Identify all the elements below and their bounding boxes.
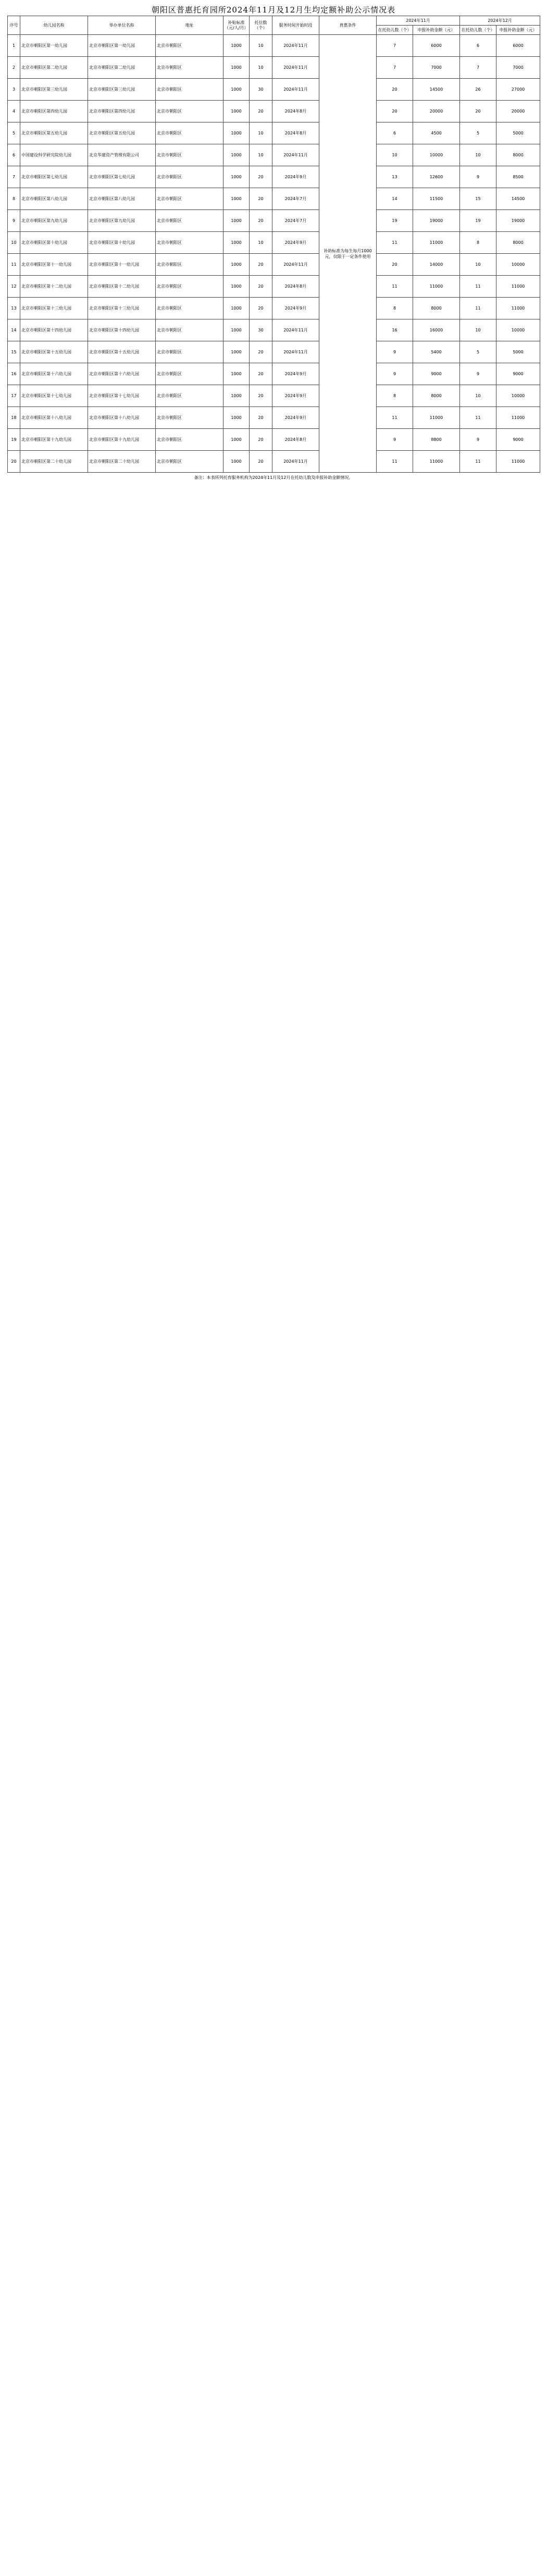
address: 北京市朝阳区 bbox=[156, 166, 223, 188]
nov-amount: 11500 bbox=[413, 188, 460, 210]
subsidy-standard: 1000 bbox=[223, 407, 250, 429]
table-row bbox=[8, 429, 540, 451]
dec-kids: 19 bbox=[460, 210, 496, 232]
header-dec: 2024年12月 bbox=[460, 16, 540, 26]
start-date: 2024年11月 bbox=[272, 319, 319, 341]
kindergarten-name: 北京市朝阳区第三幼儿园 bbox=[20, 79, 88, 101]
organizer-name: 北京市朝阳区第十九幼儿园 bbox=[88, 429, 156, 451]
dec-kids: 11 bbox=[460, 407, 496, 429]
header-dec-amount: 申报补助金额（元） bbox=[496, 26, 540, 35]
dec-kids: 5 bbox=[460, 122, 496, 144]
nov-kids: 19 bbox=[377, 210, 413, 232]
nov-kids: 13 bbox=[377, 166, 413, 188]
organizer-name: 北京市朝阳区第五幼儿园 bbox=[88, 122, 156, 144]
address: 北京市朝阳区 bbox=[156, 276, 223, 298]
address: 北京市朝阳区 bbox=[156, 122, 223, 144]
address: 北京市朝阳区 bbox=[156, 319, 223, 341]
capacity: 10 bbox=[250, 35, 272, 57]
address: 北京市朝阳区 bbox=[156, 144, 223, 166]
kindergarten-name: 北京市朝阳区第八幼儿园 bbox=[20, 188, 88, 210]
dec-amount: 7000 bbox=[496, 57, 540, 79]
subsidy-standard: 1000 bbox=[223, 341, 250, 363]
address: 北京市朝阳区 bbox=[156, 363, 223, 385]
address: 北京市朝阳区 bbox=[156, 101, 223, 122]
header-org: 举办单位名称 bbox=[88, 16, 156, 35]
organizer-name: 北京市朝阳区第一幼儿园 bbox=[88, 35, 156, 57]
table-row bbox=[8, 276, 540, 298]
header-std: 补贴标准（元/人/月） bbox=[223, 16, 250, 35]
subsidy-standard: 1000 bbox=[223, 276, 250, 298]
row-index: 19 bbox=[8, 429, 20, 451]
dec-kids: 5 bbox=[460, 341, 496, 363]
nov-kids: 8 bbox=[377, 385, 413, 407]
nov-amount: 11000 bbox=[413, 407, 460, 429]
organizer-name: 北京市朝阳区第十幼儿园 bbox=[88, 232, 156, 254]
organizer-name: 北京市朝阳区第十六幼儿园 bbox=[88, 363, 156, 385]
capacity: 10 bbox=[250, 232, 272, 254]
organizer-name: 北京市朝阳区第十二幼儿园 bbox=[88, 276, 156, 298]
kindergarten-name: 北京市朝阳区第十二幼儿园 bbox=[20, 276, 88, 298]
table-row bbox=[8, 363, 540, 385]
nov-kids: 20 bbox=[377, 79, 413, 101]
dec-amount: 11000 bbox=[496, 407, 540, 429]
address: 北京市朝阳区 bbox=[156, 429, 223, 451]
row-index: 15 bbox=[8, 341, 20, 363]
start-date: 2024年11月 bbox=[272, 341, 319, 363]
capacity: 10 bbox=[250, 144, 272, 166]
nov-amount: 11000 bbox=[413, 276, 460, 298]
nov-amount: 8000 bbox=[413, 385, 460, 407]
organizer-name: 北京市朝阳区第二十幼儿园 bbox=[88, 451, 156, 473]
row-index: 17 bbox=[8, 385, 20, 407]
dec-kids: 10 bbox=[460, 385, 496, 407]
nov-amount: 12600 bbox=[413, 166, 460, 188]
nov-kids: 7 bbox=[377, 35, 413, 57]
table-body bbox=[8, 35, 540, 473]
capacity: 10 bbox=[250, 57, 272, 79]
page bbox=[0, 0, 547, 480]
kindergarten-name: 北京市朝阳区第四幼儿园 bbox=[20, 101, 88, 122]
nov-amount: 10000 bbox=[413, 144, 460, 166]
capacity: 20 bbox=[250, 298, 272, 319]
capacity: 30 bbox=[250, 79, 272, 101]
subsidy-standard: 1000 bbox=[223, 232, 250, 254]
header-start: 服务时间开始时段 bbox=[272, 16, 319, 35]
row-index: 12 bbox=[8, 276, 20, 298]
start-date: 2024年11月 bbox=[272, 451, 319, 473]
kindergarten-name: 北京市朝阳区第二十幼儿园 bbox=[20, 451, 88, 473]
subsidy-standard: 1000 bbox=[223, 254, 250, 276]
header-nov-amount: 申报补助金额（元） bbox=[413, 26, 460, 35]
organizer-name: 北京市朝阳区第八幼儿园 bbox=[88, 188, 156, 210]
subsidy-standard: 1000 bbox=[223, 451, 250, 473]
row-index: 11 bbox=[8, 254, 20, 276]
table-row bbox=[8, 451, 540, 473]
nov-kids: 11 bbox=[377, 451, 413, 473]
nov-kids: 9 bbox=[377, 363, 413, 385]
kindergarten-name: 北京市朝阳区第十七幼儿园 bbox=[20, 385, 88, 407]
nov-kids: 11 bbox=[377, 407, 413, 429]
kindergarten-name: 北京市朝阳区第十八幼儿园 bbox=[20, 407, 88, 429]
subsidy-standard: 1000 bbox=[223, 298, 250, 319]
address: 北京市朝阳区 bbox=[156, 298, 223, 319]
subsidy-table bbox=[7, 16, 540, 473]
row-index: 14 bbox=[8, 319, 20, 341]
dec-kids: 20 bbox=[460, 101, 496, 122]
row-index: 20 bbox=[8, 451, 20, 473]
address: 北京市朝阳区 bbox=[156, 407, 223, 429]
dec-amount: 9000 bbox=[496, 363, 540, 385]
nov-amount: 7000 bbox=[413, 57, 460, 79]
start-date: 2024年8月 bbox=[272, 101, 319, 122]
subsidy-standard: 1000 bbox=[223, 79, 250, 101]
nov-kids: 16 bbox=[377, 319, 413, 341]
dec-amount: 11000 bbox=[496, 298, 540, 319]
table-row bbox=[8, 210, 540, 232]
dec-kids: 6 bbox=[460, 35, 496, 57]
subsidy-standard: 1000 bbox=[223, 210, 250, 232]
nov-amount: 6000 bbox=[413, 35, 460, 57]
kindergarten-name: 北京市朝阳区第五幼儿园 bbox=[20, 122, 88, 144]
dec-amount: 20000 bbox=[496, 101, 540, 122]
dec-kids: 11 bbox=[460, 276, 496, 298]
start-date: 2024年7月 bbox=[272, 210, 319, 232]
row-index: 10 bbox=[8, 232, 20, 254]
page-title: 朝阳区普惠托育园所2024年11月及12月生均定额补助公示情况表 bbox=[151, 5, 396, 15]
capacity: 30 bbox=[250, 319, 272, 341]
kindergarten-name: 北京市朝阳区第十六幼儿园 bbox=[20, 363, 88, 385]
dec-kids: 8 bbox=[460, 232, 496, 254]
row-index: 9 bbox=[8, 210, 20, 232]
organizer-name: 北京市朝阳区第三幼儿园 bbox=[88, 79, 156, 101]
start-date: 2024年9月 bbox=[272, 298, 319, 319]
kindergarten-name: 北京市朝阳区第二幼儿园 bbox=[20, 57, 88, 79]
nov-amount: 9000 bbox=[413, 363, 460, 385]
start-date: 2024年8月 bbox=[272, 122, 319, 144]
dec-amount: 8000 bbox=[496, 144, 540, 166]
table-row bbox=[8, 188, 540, 210]
nov-kids: 7 bbox=[377, 57, 413, 79]
organizer-name: 北京华建资产管理有限公司 bbox=[88, 144, 156, 166]
subsidy-standard: 1000 bbox=[223, 57, 250, 79]
organizer-name: 北京市朝阳区第十八幼儿园 bbox=[88, 407, 156, 429]
dec-kids: 10 bbox=[460, 254, 496, 276]
organizer-name: 北京市朝阳区第十七幼儿园 bbox=[88, 385, 156, 407]
organizer-name: 北京市朝阳区第九幼儿园 bbox=[88, 210, 156, 232]
start-date: 2024年11月 bbox=[272, 79, 319, 101]
nov-kids: 9 bbox=[377, 429, 413, 451]
nov-amount: 11000 bbox=[413, 451, 460, 473]
table-row bbox=[8, 79, 540, 101]
address: 北京市朝阳区 bbox=[156, 79, 223, 101]
footnote: 备注：本表所列托育服务机构为2024年11月及12月在托幼儿数及申报补助金额情况。 bbox=[194, 475, 353, 480]
table-row bbox=[8, 35, 540, 57]
kindergarten-name: 北京市朝阳区第十一幼儿园 bbox=[20, 254, 88, 276]
start-date: 2024年9月 bbox=[272, 407, 319, 429]
header-addr: 地址 bbox=[156, 16, 223, 35]
address: 北京市朝阳区 bbox=[156, 451, 223, 473]
nov-amount: 19000 bbox=[413, 210, 460, 232]
capacity: 20 bbox=[250, 429, 272, 451]
kindergarten-name: 北京市朝阳区第十四幼儿园 bbox=[20, 319, 88, 341]
address: 北京市朝阳区 bbox=[156, 254, 223, 276]
capacity: 20 bbox=[250, 363, 272, 385]
dec-amount: 10000 bbox=[496, 319, 540, 341]
dec-kids: 26 bbox=[460, 79, 496, 101]
nov-kids: 20 bbox=[377, 254, 413, 276]
capacity: 20 bbox=[250, 166, 272, 188]
capacity: 20 bbox=[250, 254, 272, 276]
start-date: 2024年7月 bbox=[272, 188, 319, 210]
capacity: 20 bbox=[250, 341, 272, 363]
table-row bbox=[8, 341, 540, 363]
organizer-name: 北京市朝阳区第二幼儿园 bbox=[88, 57, 156, 79]
address: 北京市朝阳区 bbox=[156, 57, 223, 79]
header-cond: 普惠条件 bbox=[319, 16, 377, 35]
dec-kids: 9 bbox=[460, 429, 496, 451]
nov-kids: 20 bbox=[377, 101, 413, 122]
nov-amount: 20000 bbox=[413, 101, 460, 122]
start-date: 2024年9月 bbox=[272, 363, 319, 385]
start-date: 2024年11月 bbox=[272, 57, 319, 79]
table-row bbox=[8, 232, 540, 254]
row-index: 3 bbox=[8, 79, 20, 101]
start-date: 2024年8月 bbox=[272, 276, 319, 298]
subsidy-standard: 1000 bbox=[223, 429, 250, 451]
nov-amount: 16000 bbox=[413, 319, 460, 341]
kindergarten-name: 北京市朝阳区第十五幼儿园 bbox=[20, 341, 88, 363]
start-date: 2024年8月 bbox=[272, 429, 319, 451]
capacity: 10 bbox=[250, 122, 272, 144]
dec-amount: 9000 bbox=[496, 429, 540, 451]
address: 北京市朝阳区 bbox=[156, 341, 223, 363]
capacity: 20 bbox=[250, 407, 272, 429]
row-index: 1 bbox=[8, 35, 20, 57]
table-row bbox=[8, 166, 540, 188]
row-index: 6 bbox=[8, 144, 20, 166]
organizer-name: 北京市朝阳区第十一幼儿园 bbox=[88, 254, 156, 276]
dec-kids: 7 bbox=[460, 57, 496, 79]
capacity: 20 bbox=[250, 276, 272, 298]
nov-amount: 4500 bbox=[413, 122, 460, 144]
subsidy-standard: 1000 bbox=[223, 166, 250, 188]
dec-amount: 19000 bbox=[496, 210, 540, 232]
subsidy-standard: 1000 bbox=[223, 188, 250, 210]
table-row bbox=[8, 57, 540, 79]
nov-kids: 11 bbox=[377, 276, 413, 298]
nov-kids: 9 bbox=[377, 341, 413, 363]
table-row bbox=[8, 407, 540, 429]
capacity: 20 bbox=[250, 451, 272, 473]
table-row bbox=[8, 385, 540, 407]
subsidy-standard: 1000 bbox=[223, 144, 250, 166]
nov-kids: 14 bbox=[377, 188, 413, 210]
dec-amount: 27000 bbox=[496, 79, 540, 101]
row-index: 7 bbox=[8, 166, 20, 188]
capacity: 20 bbox=[250, 210, 272, 232]
capacity: 20 bbox=[250, 188, 272, 210]
table-row bbox=[8, 254, 540, 276]
address: 北京市朝阳区 bbox=[156, 210, 223, 232]
header-idx: 序号 bbox=[8, 16, 20, 35]
kindergarten-name: 北京市朝阳区第九幼儿园 bbox=[20, 210, 88, 232]
row-index: 2 bbox=[8, 57, 20, 79]
address: 北京市朝阳区 bbox=[156, 385, 223, 407]
subsidy-standard: 1000 bbox=[223, 122, 250, 144]
nov-amount: 14000 bbox=[413, 254, 460, 276]
dec-amount: 14500 bbox=[496, 188, 540, 210]
kindergarten-name: 北京市朝阳区第十九幼儿园 bbox=[20, 429, 88, 451]
header-nov-kids: 在托幼儿数（个） bbox=[377, 26, 413, 35]
dec-amount: 6000 bbox=[496, 35, 540, 57]
organizer-name: 北京市朝阳区第十四幼儿园 bbox=[88, 319, 156, 341]
table-row bbox=[8, 319, 540, 341]
subsidy-standard: 1000 bbox=[223, 385, 250, 407]
capacity: 20 bbox=[250, 385, 272, 407]
nov-amount: 11000 bbox=[413, 232, 460, 254]
dec-amount: 8000 bbox=[496, 232, 540, 254]
nov-kids: 6 bbox=[377, 122, 413, 144]
table-row bbox=[8, 144, 540, 166]
subsidy-standard: 1000 bbox=[223, 363, 250, 385]
organizer-name: 北京市朝阳区第十五幼儿园 bbox=[88, 341, 156, 363]
header-name: 幼儿园名称 bbox=[20, 16, 88, 35]
table-row bbox=[8, 298, 540, 319]
nov-kids: 10 bbox=[377, 144, 413, 166]
row-index: 18 bbox=[8, 407, 20, 429]
nov-amount: 8800 bbox=[413, 429, 460, 451]
address: 北京市朝阳区 bbox=[156, 35, 223, 57]
row-index: 16 bbox=[8, 363, 20, 385]
table-row bbox=[8, 101, 540, 122]
nov-amount: 14500 bbox=[413, 79, 460, 101]
address: 北京市朝阳区 bbox=[156, 232, 223, 254]
nov-amount: 8000 bbox=[413, 298, 460, 319]
start-date: 2024年9月 bbox=[272, 385, 319, 407]
dec-amount: 11000 bbox=[496, 451, 540, 473]
organizer-name: 北京市朝阳区第四幼儿园 bbox=[88, 101, 156, 122]
nov-kids: 8 bbox=[377, 298, 413, 319]
start-date: 2024年9月 bbox=[272, 166, 319, 188]
dec-kids: 10 bbox=[460, 319, 496, 341]
dec-amount: 10000 bbox=[496, 385, 540, 407]
nov-kids: 11 bbox=[377, 232, 413, 254]
kindergarten-name: 中国建设科学研究院幼儿园 bbox=[20, 144, 88, 166]
dec-kids: 15 bbox=[460, 188, 496, 210]
dec-amount: 5000 bbox=[496, 341, 540, 363]
subsidy-standard: 1000 bbox=[223, 101, 250, 122]
kindergarten-name: 北京市朝阳区第十三幼儿园 bbox=[20, 298, 88, 319]
dec-kids: 10 bbox=[460, 144, 496, 166]
dec-amount: 8500 bbox=[496, 166, 540, 188]
row-index: 5 bbox=[8, 122, 20, 144]
dec-amount: 5000 bbox=[496, 122, 540, 144]
start-date: 2024年11月 bbox=[272, 35, 319, 57]
organizer-name: 北京市朝阳区第七幼儿园 bbox=[88, 166, 156, 188]
nov-amount: 5400 bbox=[413, 341, 460, 363]
kindergarten-name: 北京市朝阳区第一幼儿园 bbox=[20, 35, 88, 57]
start-date: 2024年9月 bbox=[272, 232, 319, 254]
table-row bbox=[8, 122, 540, 144]
header-dec-kids: 在托幼儿数（个） bbox=[460, 26, 496, 35]
address: 北京市朝阳区 bbox=[156, 188, 223, 210]
condition-cell: 补助标准为每生每月1000元，仅限于一定条件使用 bbox=[319, 35, 377, 473]
start-date: 2024年11月 bbox=[272, 144, 319, 166]
kindergarten-name: 北京市朝阳区第十幼儿园 bbox=[20, 232, 88, 254]
dec-amount: 10000 bbox=[496, 254, 540, 276]
organizer-name: 北京市朝阳区第十三幼儿园 bbox=[88, 298, 156, 319]
header-capacity: 托位数（个） bbox=[250, 16, 272, 35]
row-index: 4 bbox=[8, 101, 20, 122]
capacity: 20 bbox=[250, 101, 272, 122]
row-index: 13 bbox=[8, 298, 20, 319]
dec-kids: 11 bbox=[460, 451, 496, 473]
subsidy-standard: 1000 bbox=[223, 319, 250, 341]
dec-kids: 9 bbox=[460, 363, 496, 385]
subsidy-standard: 1000 bbox=[223, 35, 250, 57]
start-date: 2024年11月 bbox=[272, 254, 319, 276]
dec-amount: 11000 bbox=[496, 276, 540, 298]
dec-kids: 9 bbox=[460, 166, 496, 188]
dec-kids: 11 bbox=[460, 298, 496, 319]
kindergarten-name: 北京市朝阳区第七幼儿园 bbox=[20, 166, 88, 188]
header-nov: 2024年11月 bbox=[377, 16, 460, 26]
row-index: 8 bbox=[8, 188, 20, 210]
